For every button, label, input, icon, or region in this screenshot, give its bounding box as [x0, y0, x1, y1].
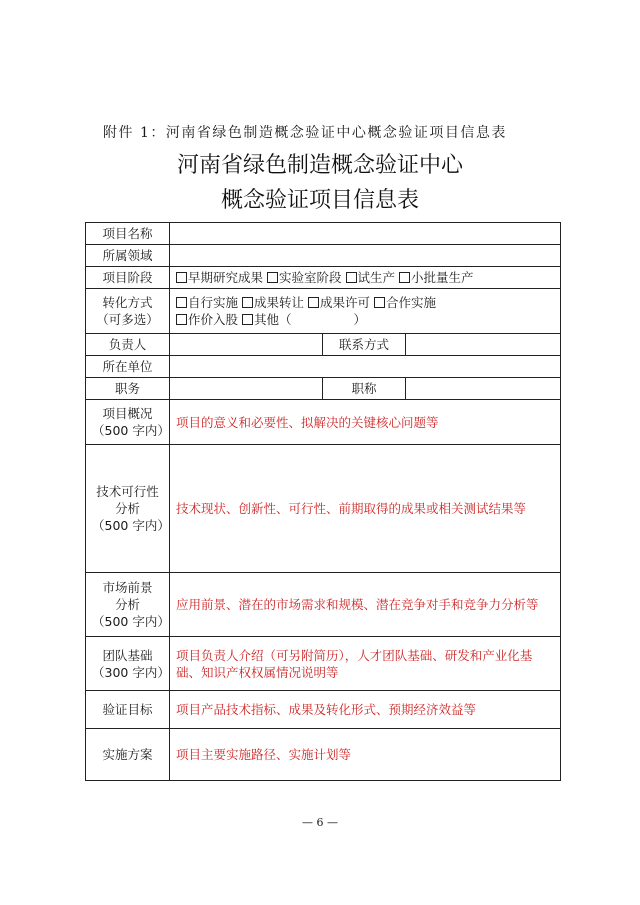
title-rank-field[interactable]	[406, 378, 561, 400]
info-form-table	[85, 222, 561, 781]
page-number: — 6 —	[302, 816, 338, 829]
overview-hint[interactable]: 项目的意义和必要性、拟解决的关键核心问题等	[170, 400, 561, 445]
plan-label: 实施方案	[86, 729, 170, 781]
feasibility-label: 技术可行性 分析 （500 字内）	[86, 445, 170, 573]
overview-label: 项目概况 （500 字内）	[86, 400, 170, 445]
row-leader	[86, 334, 561, 356]
document-subtitle: 概念验证项目信息表	[220, 188, 419, 213]
field-label: 所属领域	[86, 245, 170, 267]
checkbox-stage-small-batch[interactable]	[399, 272, 410, 283]
conversion-option-self: 自行实施	[188, 295, 239, 310]
row-feasibility	[86, 445, 561, 573]
document-title: 河南省绿色制造概念验证中心	[176, 153, 463, 178]
row-team	[86, 637, 561, 691]
project-name-field[interactable]	[170, 223, 561, 245]
row-market	[86, 573, 561, 637]
team-label: 团队基础 （300 字内）	[86, 637, 170, 691]
checkbox-stage-trial[interactable]	[346, 272, 357, 283]
leader-label: 负责人	[86, 334, 170, 356]
title-rank-label: 职称	[323, 378, 406, 400]
checkbox-transfer[interactable]	[242, 297, 253, 308]
checkbox-stage-lab[interactable]	[267, 272, 278, 283]
conversion-option-equity: 作价入股	[188, 312, 239, 327]
position-field[interactable]	[170, 378, 323, 400]
stage-option-small-batch: 小批量生产	[411, 270, 474, 285]
conversion-label: 转化方式 （可多选）	[86, 289, 170, 334]
row-plan	[86, 729, 561, 781]
row-overview	[86, 400, 561, 445]
conversion-option-transfer: 成果转让	[254, 295, 305, 310]
feasibility-hint[interactable]: 技术现状、创新性、可行性、前期取得的成果或相关测试结果等	[170, 445, 561, 573]
checkbox-license[interactable]	[308, 297, 319, 308]
project-name-label: 项目名称	[86, 223, 170, 245]
row-project-name	[86, 223, 561, 245]
checkbox-stage-early[interactable]	[176, 272, 187, 283]
contact-label: 联系方式	[323, 334, 406, 356]
row-unit	[86, 356, 561, 378]
field-field[interactable]	[170, 245, 561, 267]
stage-option-trial: 试生产	[357, 270, 396, 285]
row-conversion	[86, 289, 561, 334]
target-hint[interactable]: 项目产品技术指标、成果及转化形式、预期经济效益等	[170, 691, 561, 729]
contact-field[interactable]	[406, 334, 561, 356]
row-field	[86, 245, 561, 267]
market-label: 市场前景 分析 （500 字内）	[86, 573, 170, 637]
position-label: 职务	[86, 378, 170, 400]
team-hint[interactable]: 项目负责人介绍（可另附简历），人才团队基础、研发和产业化基 础、知识产权权属情况说明等	[170, 637, 561, 691]
conversion-option-other-close: ）	[353, 312, 367, 327]
row-position	[86, 378, 561, 400]
row-stage	[86, 267, 561, 289]
checkbox-other[interactable]	[242, 314, 253, 325]
conversion-options	[170, 289, 561, 334]
plan-hint[interactable]: 项目主要实施路径、实施计划等	[170, 729, 561, 781]
checkbox-equity[interactable]	[176, 314, 187, 325]
unit-field[interactable]	[170, 356, 561, 378]
row-target	[86, 691, 561, 729]
stage-option-lab: 实验室阶段	[279, 270, 342, 285]
stage-options	[170, 267, 561, 289]
checkbox-self-implement[interactable]	[176, 297, 187, 308]
checkbox-cooperation[interactable]	[374, 297, 385, 308]
conversion-option-other: 其他（	[254, 312, 292, 327]
stage-option-early: 早期研究成果	[188, 270, 264, 285]
leader-field[interactable]	[170, 334, 323, 356]
target-label: 验证目标	[86, 691, 170, 729]
market-hint[interactable]: 应用前景、潜在的市场需求和规模、潜在竞争对手和竞争力分析等	[170, 573, 561, 637]
conversion-option-cooperation: 合作实施	[386, 295, 437, 310]
attachment-line: 附件 1：河南省绿色制造概念验证中心概念验证项目信息表	[103, 125, 507, 141]
stage-label: 项目阶段	[86, 267, 170, 289]
conversion-option-license: 成果许可	[320, 295, 371, 310]
unit-label: 所在单位	[86, 356, 170, 378]
